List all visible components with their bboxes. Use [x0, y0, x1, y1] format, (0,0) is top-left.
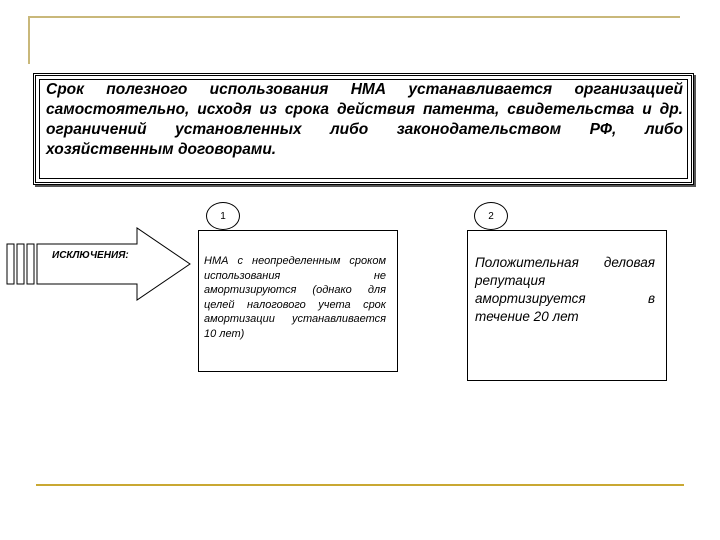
exception-number-1: 1	[206, 202, 240, 230]
exception-number-2: 2	[474, 202, 508, 230]
arrow-stripe-3	[27, 244, 34, 284]
arrow-stripe-1	[7, 244, 14, 284]
main-statement-box	[33, 73, 694, 185]
arrow-stripe-2	[17, 244, 24, 284]
slide-top-rule	[28, 16, 680, 18]
slide-left-rule	[28, 16, 30, 64]
slide-bottom-rule	[36, 484, 684, 486]
exception-text-2: Положительная деловая репутация амортизируется в течение 20 лет	[475, 255, 655, 324]
exceptions-label: ИСКЛЮЧЕНИЯ:	[52, 250, 129, 261]
arrow-body	[37, 228, 190, 300]
exceptions-arrow	[6, 227, 192, 303]
exception-text-1: НМА с неопределенным сроком использования не амортизируются (однако для целей налогового учета срок амортизации устанавливается 10 лет)	[204, 255, 386, 340]
main-statement-text: Срок полезного использования НМА устанавливается организацией самостоятельно, исходя из срока действия патента, свидетельства и др. ограничений установленных либо законодательством РФ, либо хозяйственным договорами.	[46, 81, 683, 158]
